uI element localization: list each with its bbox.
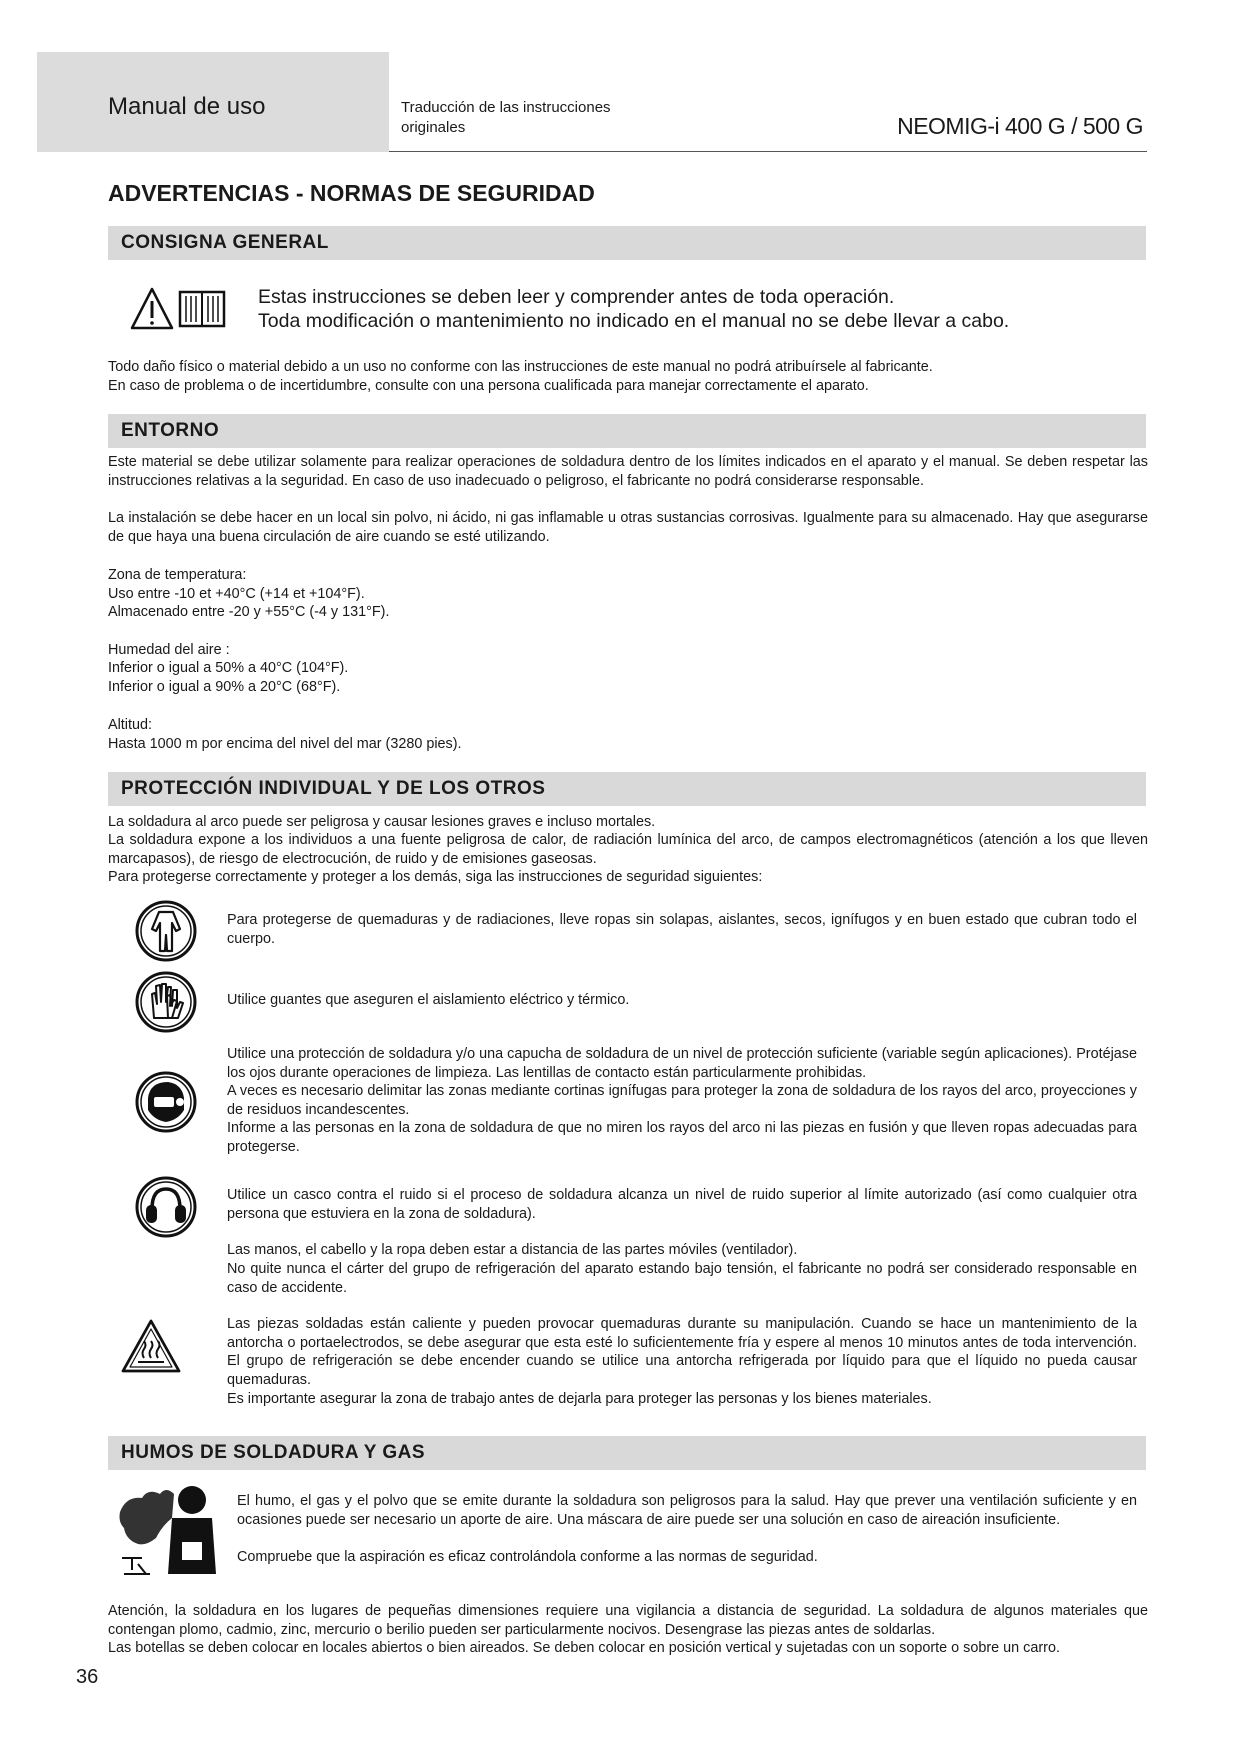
- ear-protection-icon: [134, 1175, 198, 1239]
- mask-text-2: A veces es necesario delimitar las zonas mediante cortinas ignífugas para proteger la zona de soldadura de los rayos del arco, proyecciones y de residuos incandescentes.: [227, 1083, 1137, 1118]
- temperature-title: Zona de temperatura:: [108, 567, 247, 583]
- entorno-paragraph-2: La instalación se debe hacer en un local sin polvo, ni ácido, ni gas inflamable u otras sustancias corrosivas. Igualmente para su almacenado. Hay que asegurarse de que haya una buena circulación de aire cuando se esté utilizando.: [108, 510, 1148, 545]
- fumes-text-1: El humo, el gas y el polvo que se emite durante la soldadura son peligrosos para la salud. Hay que prever una ventilación suficiente y en ocasiones puede ser necesario un aporte de aire. Una máscara de aire puede ser una solución en caso de aireación insuficiente.: [237, 1493, 1137, 1528]
- moving-parts-text-1: Las manos, el cabello y la ropa deben estar a distancia de las partes móviles (ventilador).: [227, 1242, 798, 1258]
- proteccion-intro-3: Para protegerse correctamente y proteger a los demás, siga las instrucciones de seguridad siguientes:: [108, 869, 763, 885]
- proteccion-intro-2: La soldadura expone a los individuos a una fuente peligrosa de calor, de radiación lumínica del arco, de campos electromagnéticos (atención a los que lleven marcapasos), de riesgo de electrocución, de ruido y de emisiones gaseosas.: [108, 832, 1148, 867]
- gloves-text: Utilice guantes que aseguren el aislamiento eléctrico y térmico.: [227, 992, 630, 1008]
- general-paragraph-2: En caso de problema o de incertidumbre, consulte con una persona cualificada para manejar correctamente el aparato.: [108, 378, 869, 394]
- header-model: NEOMIG-i 400 G / 500 G: [897, 113, 1143, 139]
- general-paragraph-1: Todo daño físico o material debido a un uso no conforme con las instrucciones de este manual no podrá atribuírsele al fabricante.: [108, 359, 933, 375]
- general-notice-2: Toda modificación o mantenimiento no indicado en el manual no se debe llevar a cabo.: [258, 310, 1010, 332]
- section-heading: CONSIGNA GENERAL: [121, 232, 329, 253]
- fumes-hazard-icon: [116, 1478, 226, 1576]
- ear-text: Utilice un casco contra el ruido si el proceso de soldadura alcanza un nivel de ruido superior al límite autorizado (así como cualquier otra persona que estuviera en la zona de soldadura).: [227, 1187, 1137, 1222]
- general-notice-1: Estas instrucciones se deben leer y comprender antes de toda operación.: [258, 286, 895, 308]
- section-consigna-general: [108, 226, 1146, 260]
- warning-manual-icon: [130, 286, 230, 332]
- hot-parts-text-2: Es importante asegurar la zona de trabajo antes de dejarla para proteger las personas y los bienes materiales.: [227, 1391, 932, 1407]
- altitude-line-1: Hasta 1000 m por encima del nivel del mar (3280 pies).: [108, 736, 462, 752]
- header-title: Manual de uso: [108, 93, 266, 120]
- section-heading: ENTORNO: [121, 420, 220, 441]
- fumes-text-4: Las botellas se deben colocar en locales abiertos o bien aireados. Se deben colocar en posición vertical y sujetadas con un soporte o sobre un carro.: [108, 1640, 1060, 1656]
- welding-mask-icon: [134, 1070, 198, 1134]
- fumes-text-2: Compruebe que la aspiración es eficaz controlándola conforme a las normas de seguridad.: [237, 1549, 818, 1565]
- header-divider: [389, 151, 1147, 152]
- section-heading: HUMOS DE SOLDADURA Y GAS: [121, 1442, 426, 1463]
- altitude-title: Altitud:: [108, 717, 152, 733]
- moving-parts-text-2: No quite nunca el cárter del grupo de refrigeración del aparato estando bajo tensión, el fabricante no podrá ser considerado responsable en caso de accidente.: [227, 1261, 1137, 1296]
- temperature-storage: Almacenado entre -20 y +55°C (-4 y 131°F).: [108, 604, 390, 620]
- temperature-use: Uso entre -10 et +40°C (+14 et +104°F).: [108, 586, 365, 602]
- page-title: ADVERTENCIAS - NORMAS DE SEGURIDAD: [108, 180, 595, 206]
- hot-surface-icon: [120, 1318, 182, 1374]
- header-subtitle: [401, 98, 611, 138]
- entorno-paragraph-1: Este material se debe utilizar solamente para realizar operaciones de soldadura dentro de los límites indicados en el aparato y el manual. Se deben respetar las instrucciones relativas a la seguridad. En caso de uso inadecuado o peligroso, el fabricante no podrá considerarse responsable.: [108, 454, 1148, 489]
- section-entorno: [108, 414, 1146, 448]
- humidity-line-2: Inferior o igual a 90% a 20°C (68°F).: [108, 679, 341, 695]
- proteccion-intro-1: La soldadura al arco puede ser peligrosa y causar lesiones graves e incluso mortales.: [108, 814, 656, 830]
- page-number: 36: [76, 1666, 99, 1688]
- header-subtitle-line2: originales: [401, 119, 466, 136]
- humidity-line-1: Inferior o igual a 50% a 40°C (104°F).: [108, 660, 349, 676]
- humidity-title: Humedad del aire :: [108, 642, 230, 658]
- section-proteccion: [108, 772, 1146, 806]
- fumes-text-3: Atención, la soldadura en los lugares de pequeñas dimensiones requiere una vigilancia a distancia de seguridad. La soldadura de algunos materiales que contengan plomo, cadmio, zinc, mercurio o berilio pueden ser particularmente nocivos. Desengrase las piezas antes de soldarlas.: [108, 1603, 1148, 1638]
- section-heading: PROTECCIÓN INDIVIDUAL Y DE LOS OTROS: [121, 778, 546, 799]
- protective-gloves-icon: [134, 970, 198, 1034]
- mask-text-3: Informe a las personas en la zona de soldadura de que no miren los rayos del arco ni las piezas en fusión y que lleven ropas adecuadas para protegerse.: [227, 1120, 1137, 1155]
- hot-parts-text-1: Las piezas soldadas están caliente y pueden provocar quemaduras durante su manipulación. Cuando se hace un mantenimiento de la antorcha o portaelectrodos, se debe asegurar que esta esté lo suficientemente fría y espere al menos 10 minutos antes de toda intervención. El grupo de refrigeración se debe encender cuando se utilice una antorcha refrigerada por líquido para que el líquido no pueda causar quemaduras.: [227, 1316, 1137, 1388]
- clothing-text: Para protegerse de quemaduras y de radiaciones, lleve ropas sin solapas, aislantes, secos, ignífugos y en buen estado que cubran todo el cuerpo.: [227, 912, 1137, 947]
- protective-clothing-icon: [134, 899, 198, 963]
- header-subtitle-line1: Traducción de las instrucciones: [401, 99, 611, 116]
- section-humos: [108, 1436, 1146, 1470]
- mask-text-1: Utilice una protección de soldadura y/o una capucha de soldadura de un nivel de protección suficiente (variable según aplicaciones). Protéjase los ojos durante operaciones de limpieza. Las lentillas de contacto están particularmente prohibidas.: [227, 1046, 1137, 1081]
